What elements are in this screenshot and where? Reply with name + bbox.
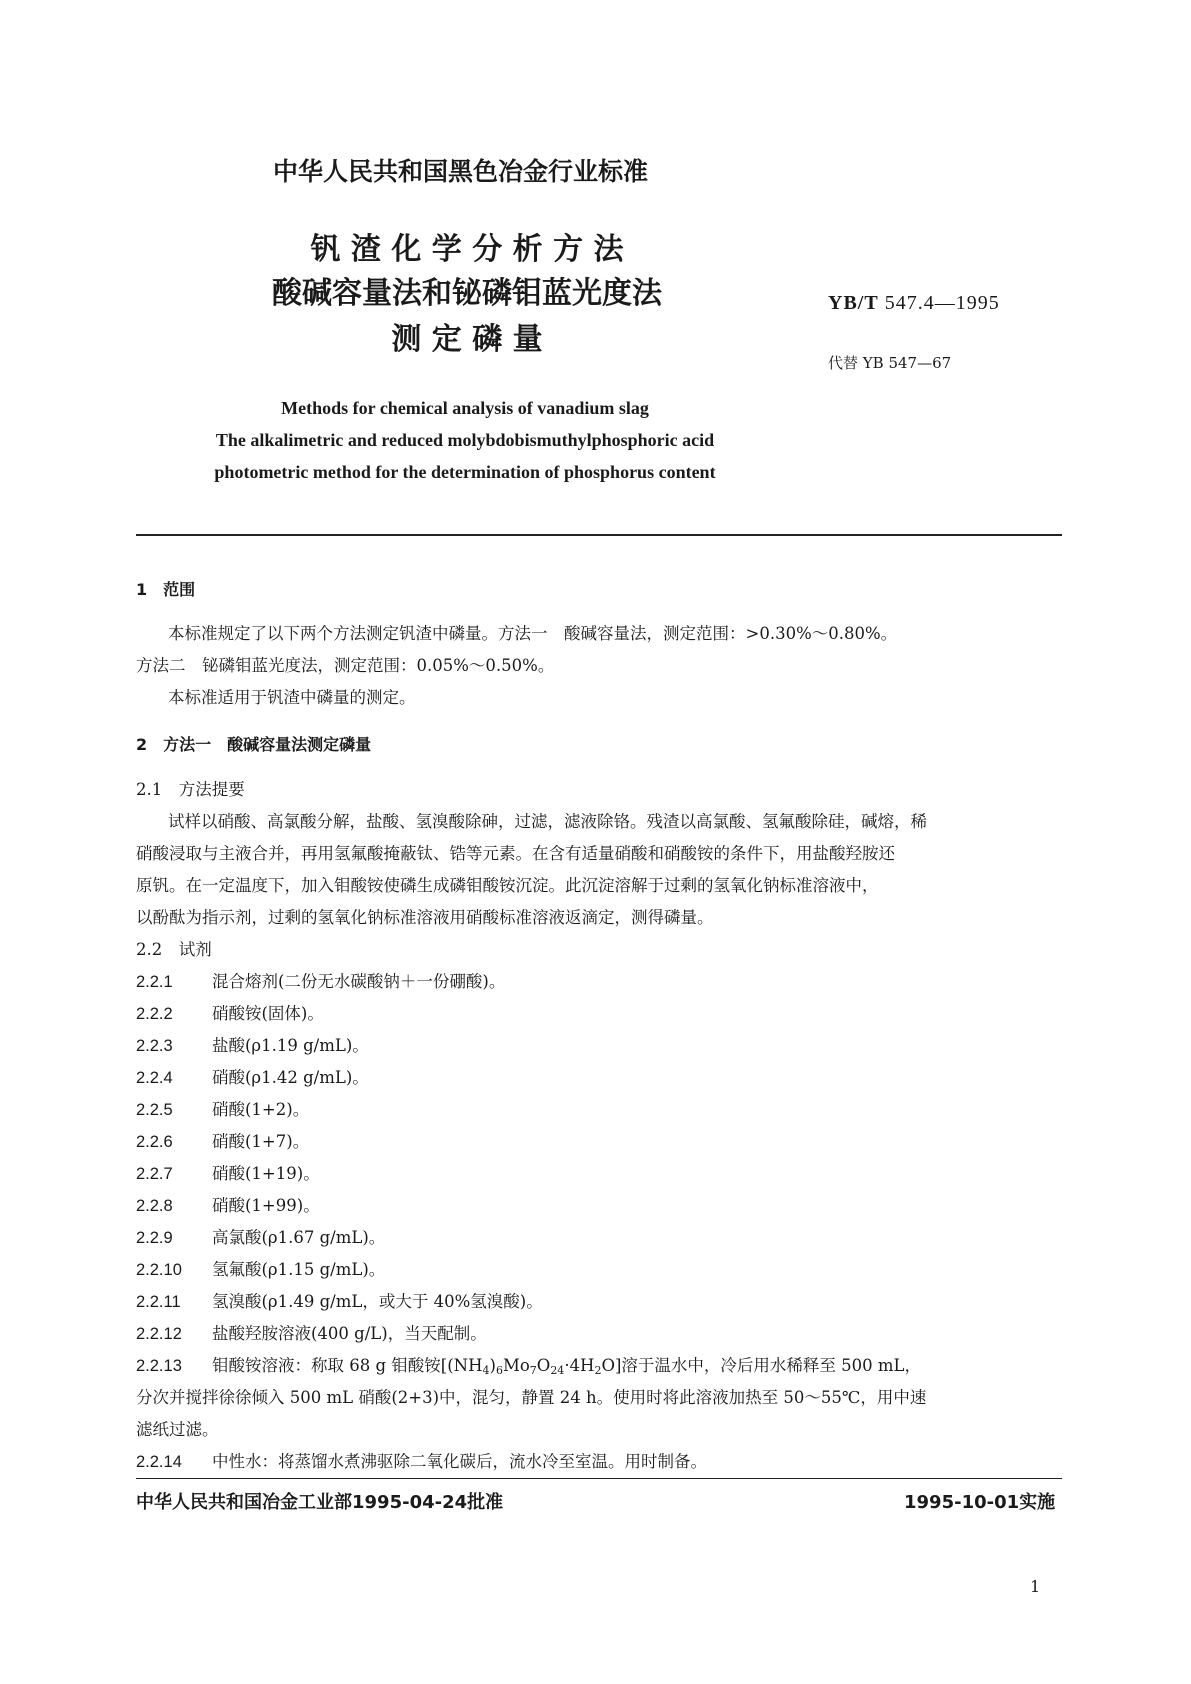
reagent-item-molybdate <box>136 1352 921 1377</box>
implementation-date: 1995-10-01实施 <box>904 1492 1056 1513</box>
reagent-number: 2.2.6 <box>136 1133 173 1151</box>
subscript: 2 <box>594 1364 602 1377</box>
molybdate-line-3: 滤纸过滤。 <box>136 1420 219 1439</box>
reagent-number: 2.2.3 <box>136 1037 173 1055</box>
reagent-text: 高氯酸(ρ1.67 g/mL)。 <box>212 1228 386 1247</box>
reagent-text: 硝酸铵(固体)。 <box>212 1004 324 1023</box>
page-number: 1 <box>1030 1577 1041 1596</box>
title-line-3: 测 定 磷 量 <box>391 322 543 357</box>
reagent-number: 2.2.14 <box>136 1453 182 1471</box>
reagent-text: 硝酸(1+7)。 <box>212 1132 310 1151</box>
reagent-number: 2.2.7 <box>136 1165 173 1183</box>
reagent-number: 2.2.13 <box>136 1357 182 1375</box>
approval-statement: 中华人民共和国冶金工业部1995-04-24批准 <box>136 1492 504 1513</box>
reagent-number: 2.2.2 <box>136 1005 173 1023</box>
summary-line-4: 以酚酞为指示剂，过剩的氢氧化钠标准溶液用硝酸标准溶液返滴定，测得磷量。 <box>136 908 714 927</box>
reagent-text: 盐酸羟胺溶液(400 g/L)，当天配制。 <box>212 1324 487 1343</box>
molybdate-text-part: Mo <box>502 1356 530 1375</box>
title-line-1: 钒 渣 化 学 分 析 方 法 <box>310 232 624 267</box>
reagent-item <box>136 968 505 992</box>
issuer-header: 中华人民共和国黑色冶金行业标准 <box>272 157 648 186</box>
reagent-item <box>136 1320 487 1344</box>
reagent-text: 硝酸(1+2)。 <box>212 1100 310 1119</box>
molybdate-text-part: 钼酸铵溶液：称取 68 g 钼酸铵[(NH <box>212 1356 483 1375</box>
summary-line-3: 原钒。在一定温度下，加入钼酸铵使磷生成磷钼酸铵沉淀。此沉淀溶解于过剩的氢氧化钠标准溶液中， <box>136 876 879 895</box>
title-line-2: 酸碱容量法和铋磷钼蓝光度法 <box>272 276 662 311</box>
section-2-heading: 2 方法一 酸碱容量法测定磷量 <box>136 735 372 754</box>
standard-code: 547.4—1995 <box>878 292 1000 314</box>
molybdate-line-2: 分次并搅拌徐徐倾入 500 mL 硝酸(2+3)中，混匀，静置 24 h。使用时将此溶液加热至 50～55℃，用中速 <box>136 1388 927 1407</box>
subscript: 7 <box>529 1364 537 1377</box>
molybdate-text-part: O <box>536 1356 551 1375</box>
english-title-line-3: photometric method for the determination of phosphorus content <box>214 462 716 482</box>
reagent-item <box>136 1064 369 1088</box>
footer-divider <box>136 1478 1062 1479</box>
header-divider <box>136 534 1062 536</box>
reagent-number: 2.2.4 <box>136 1069 173 1087</box>
english-title-line-2: The alkalimetric and reduced molybdobismuthylphosphoric acid <box>215 430 715 450</box>
summary-line-1: 试样以硝酸、高氯酸分解，盐酸、氢溴酸除砷，过滤，滤液除铬。残渣以高氯酸、氢氟酸除硅，碱熔，稀 <box>168 812 927 831</box>
reagent-text: 氢氟酸(ρ1.15 g/mL)。 <box>212 1260 386 1279</box>
reagent-item <box>136 1224 385 1248</box>
reagent-item <box>136 1000 324 1024</box>
reagent-number: 2.2.11 <box>136 1293 181 1311</box>
reagent-item <box>136 1288 543 1312</box>
reagent-number: 2.2.5 <box>136 1101 173 1119</box>
scope-paragraph-line-2: 方法二 铋磷钼蓝光度法，测定范围：0.05%～0.50%。 <box>136 656 555 675</box>
section-2-1-heading: 2.1 方法提要 <box>136 780 245 799</box>
reagent-text: 氢溴酸(ρ1.49 g/mL，或大于 40%氢溴酸)。 <box>212 1292 543 1311</box>
standard-prefix: YB/T <box>828 292 879 314</box>
reagent-number: 2.2.10 <box>136 1261 182 1279</box>
section-1-heading: 1 范围 <box>136 580 196 599</box>
scope-paragraph-line-1: 本标准规定了以下两个方法测定钒渣中磷量。方法一 酸碱容量法，测定范围：>0.30%～0.80%。 <box>168 624 898 643</box>
reagent-number: 2.2.9 <box>136 1229 173 1247</box>
molybdate-text-part: ) <box>489 1356 496 1375</box>
reagent-text: 混合熔剂(二份无水碳酸钠＋一份硼酸)。 <box>212 972 506 991</box>
reagent-item <box>136 1160 320 1184</box>
reagent-item <box>136 1192 320 1216</box>
scope-paragraph-2: 本标准适用于钒渣中磷量的测定。 <box>168 688 416 707</box>
reagent-number: 2.2.12 <box>136 1325 182 1343</box>
molybdate-text-part: ·4H <box>564 1356 595 1375</box>
reagent-item-neutral-water <box>136 1448 707 1472</box>
reagent-text: 硝酸(1+99)。 <box>212 1196 320 1215</box>
molybdate-text-part: O]溶于温水中，冷后用水稀释至 500 mL， <box>601 1356 922 1375</box>
reagent-text: 中性水：将蒸馏水煮沸驱除二氧化碳后，流水冷至室温。用时制备。 <box>212 1452 707 1471</box>
reagent-text: 硝酸(1+19)。 <box>212 1164 320 1183</box>
molybdate-text <box>212 1356 921 1375</box>
summary-line-2: 硝酸浸取与主液合并，再用氢氟酸掩蔽钛、锆等元素。在含有适量硝酸和硝酸铵的条件下，用盐酸羟胺还 <box>136 844 895 863</box>
reagent-item <box>136 1128 309 1152</box>
subscript: 24 <box>550 1364 565 1377</box>
reagent-text: 硝酸(ρ1.42 g/mL)。 <box>212 1068 369 1087</box>
reagent-item <box>136 1032 369 1056</box>
reagent-number: 2.2.8 <box>136 1197 173 1215</box>
reagent-number: 2.2.1 <box>136 973 173 991</box>
replaces-note: 代替 YB 547—67 <box>828 354 952 372</box>
reagent-text: 盐酸(ρ1.19 g/mL)。 <box>212 1036 369 1055</box>
subscript: 4 <box>482 1364 490 1377</box>
english-title-line-1: Methods for chemical analysis of vanadium slag <box>281 398 649 418</box>
reagent-item <box>136 1256 385 1280</box>
subscript: 6 <box>495 1364 503 1377</box>
standard-number <box>828 292 1000 315</box>
section-2-2-heading: 2.2 试剂 <box>136 940 212 959</box>
reagent-item <box>136 1096 309 1120</box>
